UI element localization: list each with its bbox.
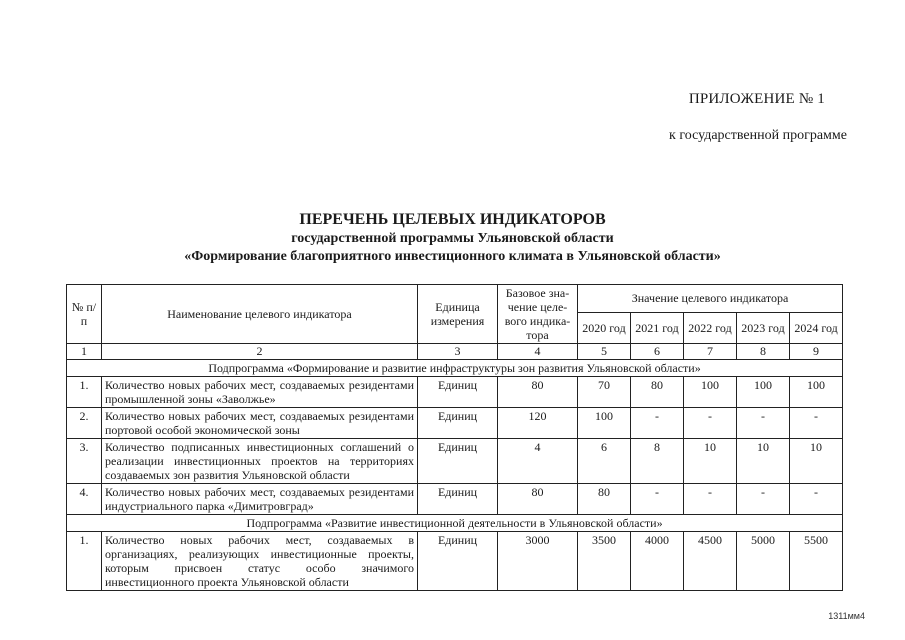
row-value: 4000 [631, 532, 684, 591]
appendix-label: ПРИЛОЖЕНИЕ № 1 [688, 91, 825, 107]
column-number: 6 [631, 344, 684, 360]
row-value: 70 [578, 377, 631, 408]
row-unit: Единиц [418, 377, 498, 408]
row-base: 3000 [498, 532, 578, 591]
column-number: 3 [418, 344, 498, 360]
row-base: 4 [498, 439, 578, 484]
row-unit: Единиц [418, 439, 498, 484]
row-base: 80 [498, 484, 578, 515]
row-value: 4500 [684, 532, 737, 591]
section-title: Подпрограмма «Формирование и развитие инфраструктуры зон развития Ульяновской области» [67, 360, 843, 377]
header-year: 2024 год [790, 312, 843, 343]
row-value: - [631, 408, 684, 439]
row-num: 3. [67, 439, 102, 484]
row-base: 80 [498, 377, 578, 408]
row-name: Количество новых рабочих мест, создаваемых резидентами промышленной зоны «Заволжье» [102, 377, 418, 408]
row-value: 10 [790, 439, 843, 484]
column-number: 2 [102, 344, 418, 360]
row-value: 80 [578, 484, 631, 515]
row-unit: Единиц [418, 408, 498, 439]
column-number: 9 [790, 344, 843, 360]
section-title: Подпрограмма «Развитие инвестиционной деятельности в Ульяновской области» [67, 515, 843, 532]
table-row [67, 484, 843, 515]
footer-code: 1311мм4 [828, 611, 865, 621]
row-value: 5000 [737, 532, 790, 591]
header-year: 2023 год [737, 312, 790, 343]
row-unit: Единиц [418, 532, 498, 591]
header-year: 2021 год [631, 312, 684, 343]
header-year: 2020 год [578, 312, 631, 343]
row-name: Количество новых рабочих мест, создаваемых резидентами портовой особой экономической зоны [102, 408, 418, 439]
row-value: 10 [737, 439, 790, 484]
header-num: № п/п [67, 285, 102, 344]
column-number: 7 [684, 344, 737, 360]
row-base: 120 [498, 408, 578, 439]
row-value: - [737, 484, 790, 515]
row-value: 100 [684, 377, 737, 408]
row-num: 4. [67, 484, 102, 515]
header-year: 2022 год [684, 312, 737, 343]
column-number: 8 [737, 344, 790, 360]
row-value: - [631, 484, 684, 515]
table-row [67, 532, 843, 591]
section-row [67, 515, 843, 532]
row-name: Количество новых рабочих мест, создаваемых в организациях, реализующих инвестиционные проекты, которым присвоен статус особо значимого инвестиционного проекта Ульяновской области [102, 532, 418, 591]
column-number: 1 [67, 344, 102, 360]
row-value: 100 [790, 377, 843, 408]
row-num: 2. [67, 408, 102, 439]
header-base: Базовое зна-чение целе-вого индика-тора [498, 285, 578, 344]
row-value: 3500 [578, 532, 631, 591]
row-unit: Единиц [418, 484, 498, 515]
row-num: 1. [67, 532, 102, 591]
column-number: 5 [578, 344, 631, 360]
row-value: 100 [737, 377, 790, 408]
table-row [67, 377, 843, 408]
row-value: 5500 [790, 532, 843, 591]
row-value: - [790, 484, 843, 515]
table-row [67, 408, 843, 439]
column-number: 4 [498, 344, 578, 360]
document-title [0, 210, 905, 266]
title-line-2: государственной программы Ульяновской области [291, 231, 614, 246]
section-row [67, 360, 843, 377]
title-line-3: «Формирование благоприятного инвестиционного климата в Ульяновской области» [184, 249, 721, 264]
table-row [67, 439, 843, 484]
row-name: Количество подписанных инвестиционных соглашений о реализации инвестиционных проектов на территориях создаваемых зон развития Ульяновской области [102, 439, 418, 484]
header-unit: Единица измерения [418, 285, 498, 344]
row-value: - [737, 408, 790, 439]
row-value: 8 [631, 439, 684, 484]
row-value: - [790, 408, 843, 439]
column-number-row [67, 344, 843, 360]
row-value: 6 [578, 439, 631, 484]
row-name: Количество новых рабочих мест, создаваемых резидентами индустриального парка «Димитровград» [102, 484, 418, 515]
to-program-label: к государственной программе [669, 128, 847, 143]
row-value: 80 [631, 377, 684, 408]
indicators-table [66, 284, 843, 591]
row-value: 10 [684, 439, 737, 484]
header-target: Значение целевого индикатора [578, 285, 843, 313]
row-num: 1. [67, 377, 102, 408]
row-value: 100 [578, 408, 631, 439]
header-name: Наименование целевого индикатора [102, 285, 418, 344]
row-value: - [684, 484, 737, 515]
title-line-1: ПЕРЕЧЕНЬ ЦЕЛЕВЫХ ИНДИКАТОРОВ [299, 211, 606, 228]
row-value: - [684, 408, 737, 439]
